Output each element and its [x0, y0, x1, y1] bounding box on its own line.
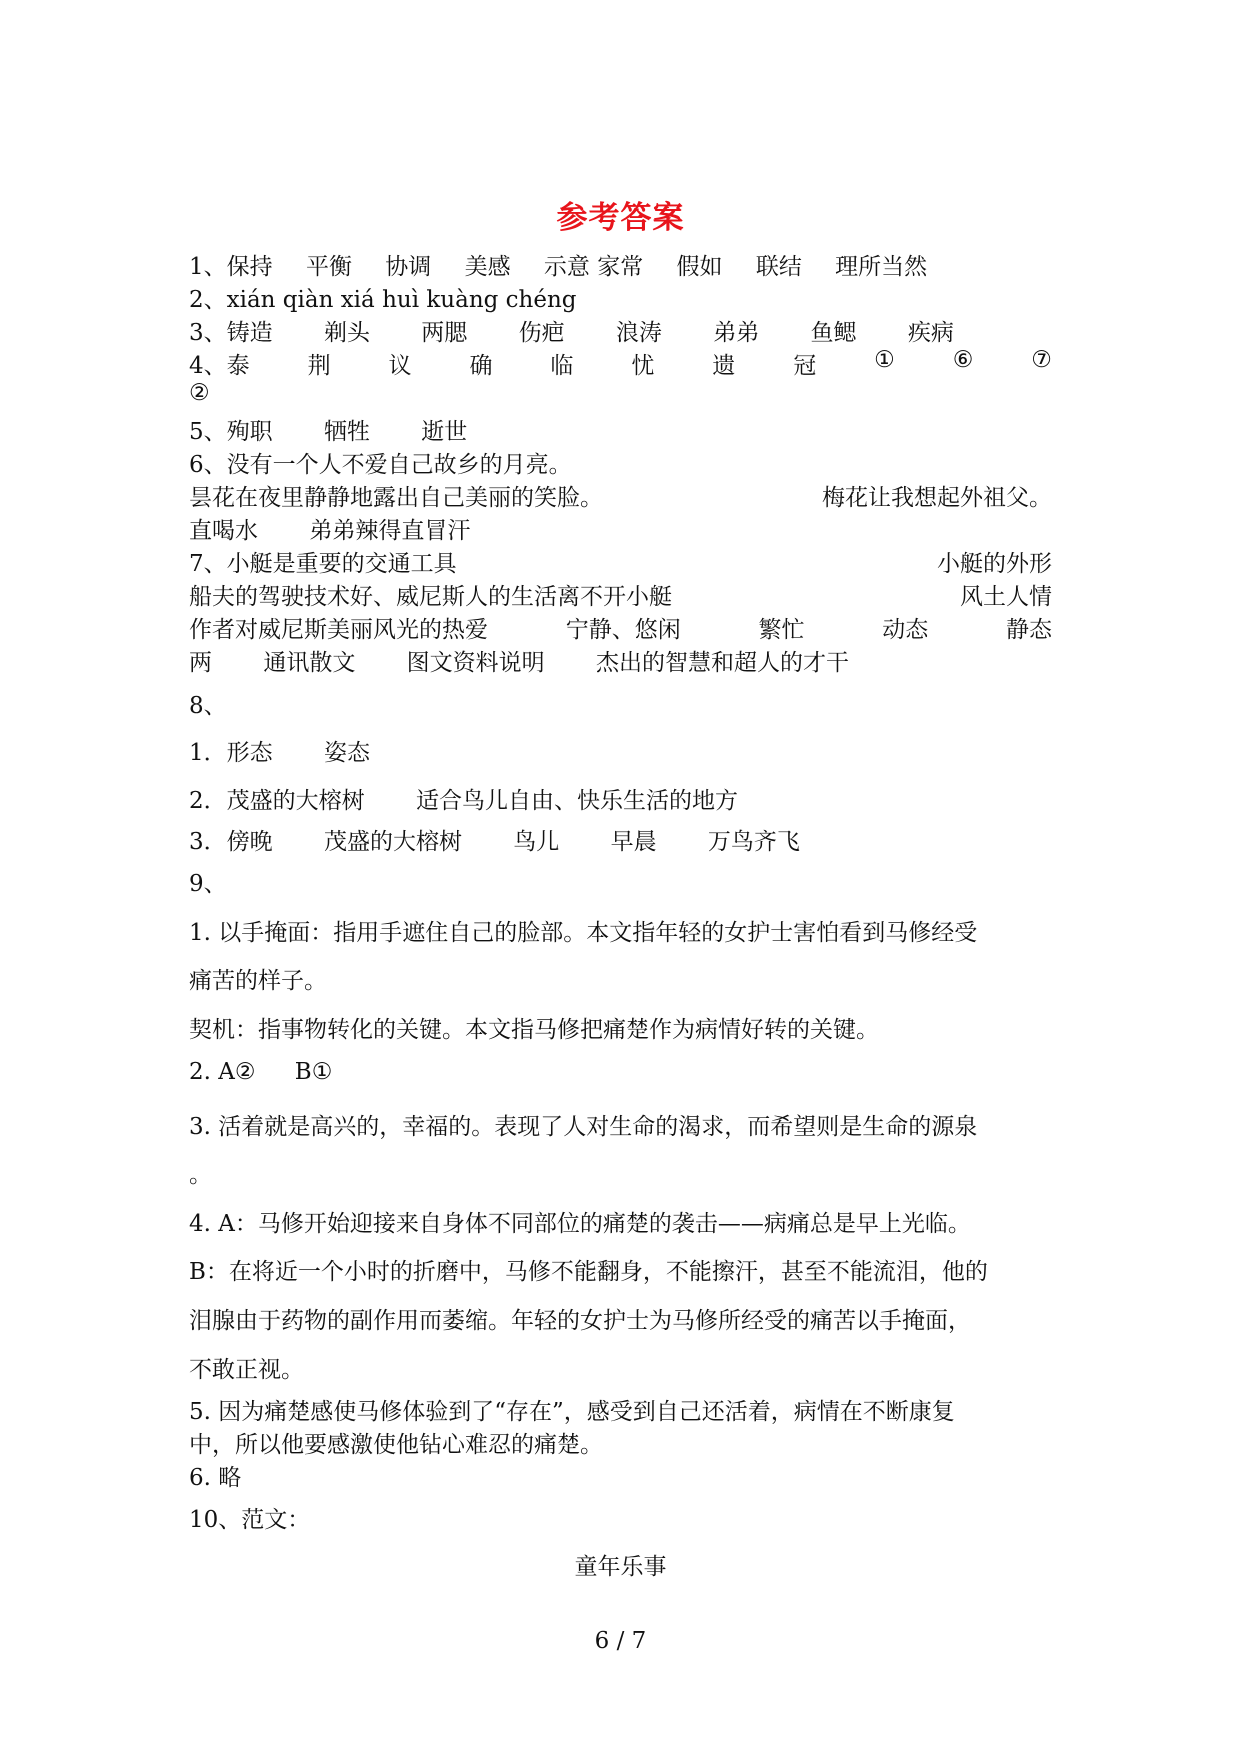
answer-line-9-2: [189, 1059, 1052, 1085]
text: 2. A②: [189, 1059, 256, 1085]
text: 弟弟: [713, 320, 760, 346]
text: 3、铸造: [189, 320, 273, 346]
text: 1、保持: [189, 254, 273, 280]
text: 议: [388, 353, 412, 379]
text: 协调: [385, 254, 432, 280]
answer-line-9-3a: 3. 活着就是高兴的，幸福的。表现了人对生命的渴求，而希望则是生命的源泉: [189, 1114, 978, 1140]
answer-line-7b: [189, 578, 1052, 611]
text: 疾病: [907, 320, 954, 346]
text: 宁静、悠闲: [565, 617, 681, 643]
text: 联结: [755, 254, 802, 280]
text: 弟弟辣得直冒汗: [309, 518, 471, 544]
answer-line-9-4b: B：在将近一个小时的折磨中，马修不能翻身，不能擦汗，甚至不能流泪，他的: [189, 1259, 988, 1285]
text: 浪涛: [615, 320, 662, 346]
text: 繁忙: [758, 617, 805, 643]
text: 冠: [793, 353, 817, 379]
text: B①: [294, 1059, 333, 1085]
text: 逝世: [421, 419, 468, 445]
text: 两腮: [421, 320, 468, 346]
text: 美感: [464, 254, 511, 280]
text: 早晨: [610, 829, 657, 855]
text: 剃头: [323, 320, 370, 346]
answer-line-5: [189, 413, 1052, 446]
text: 平衡: [305, 254, 352, 280]
answer-line-6b: [189, 479, 1052, 512]
answer-line-4: [189, 347, 1052, 380]
text: 万鸟齐飞: [707, 829, 800, 855]
answer-line-9-4d: 不敢正视。: [189, 1357, 304, 1383]
text: 4、泰: [189, 353, 250, 379]
text: 船夫的驾驶技术好、威尼斯人的生活离不开小艇: [189, 584, 672, 610]
answer-line-9-4c: 泪腺由于药物的副作用而萎缩。年轻的女护士为马修所经受的痛苦以手掩面，: [189, 1308, 971, 1334]
text: 遗: [712, 353, 736, 379]
answer-line-9-1a: 1. 以手掩面：指用手遮住自己的脸部。本文指年轻的女护士害怕看到马修经受: [189, 920, 978, 946]
text: 伤疤: [518, 320, 565, 346]
text: 牺牲: [323, 419, 370, 445]
answer-line-6c: [189, 512, 1052, 545]
essay-title: 童年乐事: [574, 1554, 667, 1580]
text: 忧: [631, 353, 655, 379]
answer-line-9-1b: 痛苦的样子。: [189, 968, 327, 994]
answer-line-8-3: [189, 823, 1052, 856]
answer-line-6a: 6、没有一个人不爱自己故乡的月亮。: [189, 452, 572, 478]
text: 动态: [882, 617, 929, 643]
answer-line-10: 10、范文：: [189, 1507, 311, 1533]
text: 假如: [676, 254, 723, 280]
text: 杰出的智慧和超人的才干: [595, 650, 849, 676]
text: 临: [550, 353, 574, 379]
text: 5、殉职: [189, 419, 273, 445]
text: 小艇的外形: [937, 551, 1052, 577]
text: 昙花在夜里静静地露出自己美丽的笑脸。: [189, 485, 603, 511]
text: 1．形态: [189, 740, 273, 766]
text: 荆: [307, 353, 331, 379]
answer-line-9-6: 6. 略: [189, 1465, 242, 1491]
answer-line-9-3b: 。: [189, 1162, 212, 1188]
text: ⑦: [1031, 347, 1052, 373]
text: 直喝水: [189, 518, 258, 544]
text: ①: [874, 347, 895, 373]
text: 鸟儿: [513, 829, 560, 855]
answer-line-2: 2、xián qiàn xiá huì kuàng chéng: [189, 287, 577, 313]
answer-line-9-4a: 4. A：马修开始迎接来自身体不同部位的痛楚的袭击——病痛总是早上光临。: [189, 1211, 971, 1237]
answer-line-7c: [189, 611, 1052, 644]
answer-line-7a: [189, 545, 1052, 578]
answer-line-9-5a: 5. 因为痛楚感使马修体验到了“存在”，感受到自己还活着，病情在不断康复: [189, 1399, 955, 1425]
text: 3．傍晚: [189, 829, 273, 855]
answer-line-1: [189, 248, 1052, 281]
text: 2．茂盛的大榕树: [189, 788, 365, 814]
text: 茂盛的大榕树: [323, 829, 462, 855]
text: 作者对威尼斯美丽风光的热爱: [189, 617, 488, 643]
answer-line-3: [189, 314, 1052, 347]
answer-line-9-5b: 中，所以他要感激使他钻心难忍的痛楚。: [189, 1432, 603, 1458]
text: 通讯散文: [263, 650, 356, 676]
text: 静态: [1006, 617, 1052, 643]
answer-line-8-2: [189, 782, 1052, 815]
answer-line-8-1: [189, 734, 1052, 767]
answer-line-8: 8、: [189, 693, 227, 719]
text: 确: [469, 353, 493, 379]
text: 姿态: [323, 740, 370, 766]
text: 7、小艇是重要的交通工具: [189, 551, 457, 577]
text: 两: [189, 650, 212, 676]
text: 示意 家常: [543, 254, 644, 280]
text: 风土人情: [960, 584, 1052, 610]
text: 适合鸟儿自由、快乐生活的地方: [415, 788, 738, 814]
answer-line-4b: ②: [189, 380, 210, 406]
answer-line-9-1c: 契机：指事物转化的关键。本文指马修把痛楚作为病情好转的关键。: [189, 1017, 879, 1043]
answer-line-9: 9、: [189, 871, 227, 897]
text: 鱼鳃: [810, 320, 857, 346]
text: 图文资料说明: [406, 650, 545, 676]
page-number: 6 / 7: [594, 1628, 647, 1654]
text: 梅花让我想起外祖父。: [822, 485, 1052, 511]
answer-line-7d: [189, 644, 1052, 677]
page-title: 参考答案: [556, 200, 685, 236]
text: ⑥: [952, 347, 974, 373]
text: 理所当然: [835, 254, 928, 280]
